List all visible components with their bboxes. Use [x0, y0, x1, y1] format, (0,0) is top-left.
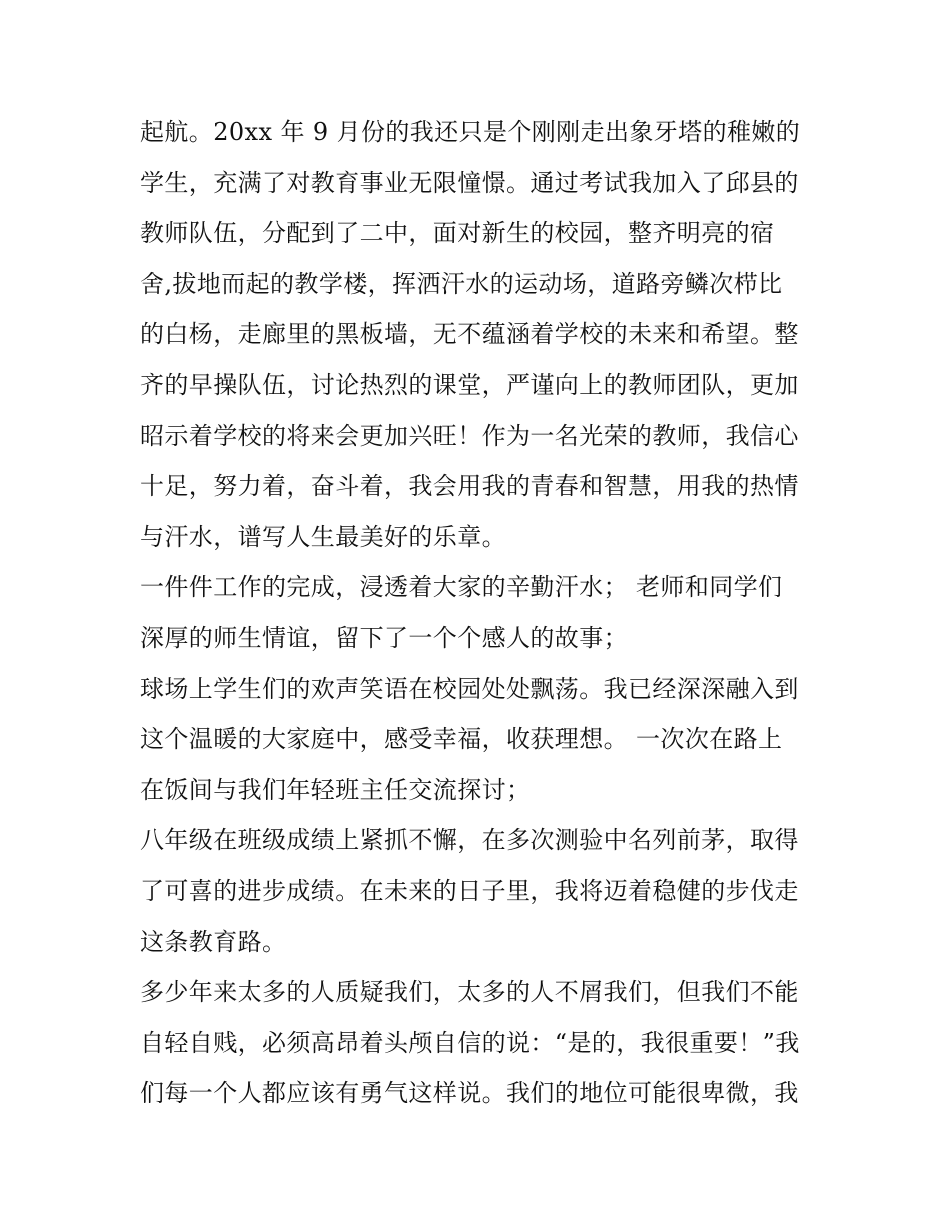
- document-body: [140, 107, 820, 1119]
- text-line: 深厚的师生情谊，留下了一个个感人的故事；: [140, 623, 628, 652]
- text-line: 舍,拔地而起的教学楼，挥洒汗水的运动场，道路旁鳞次栉比: [140, 269, 783, 298]
- text-line: 齐的早操队伍，讨论热烈的课堂，严谨向上的教师团队，更加: [140, 370, 799, 399]
- text-line: 教师队伍，分配到了二中，面对新生的校园，整齐明亮的宿: [140, 219, 775, 248]
- text-line: 球场上学生们的欢声笑语在校园处处飘荡。我已经深深融入到: [140, 674, 799, 703]
- text-line: 在饭间与我们年轻班主任交流探讨；: [140, 775, 531, 804]
- text-line: 们每一个人都应该有勇气这样说。我们的地位可能很卑微，我: [140, 1079, 799, 1108]
- text-line: 昭示着学校的将来会更加兴旺！作为一名光荣的教师，我信心: [140, 421, 799, 450]
- text-line: 八年级在班级成绩上紧抓不懈，在多次测验中名列前茅，取得: [140, 826, 799, 855]
- text-line: 起航。20xx 年 9 月份的我还只是个刚刚走出象牙塔的稚嫩的: [140, 118, 801, 146]
- text-line: 自轻自贱，必须高昂着头颅自信的说：“是的，我很重要！”我: [140, 1028, 800, 1057]
- text-line: 这条教育路。: [140, 927, 287, 956]
- text-line: 十足，努力着，奋斗着，我会用我的青春和智慧，用我的热情: [140, 472, 799, 501]
- text-line: 一件件工作的完成，浸透着大家的辛勤汗水； 老师和同学们: [140, 573, 783, 602]
- text-line: 了可喜的进步成绩。在未来的日子里，我将迈着稳健的步伐走: [140, 876, 799, 905]
- text-line: 与汗水，谱写人生最美好的乐章。: [140, 522, 506, 551]
- text-line: 多少年来太多的人质疑我们，太多的人不屑我们，但我们不能: [140, 978, 799, 1007]
- text-line: 的白杨，走廊里的黑板墙，无不蕴涵着学校的未来和希望。整: [140, 320, 799, 349]
- text-line: 学生，充满了对教育事业无限憧憬。通过考试我加入了邱县的: [140, 168, 799, 197]
- text-line: 这个温暖的大家庭中，感受幸福，收获理想。 一次次在路上: [140, 725, 783, 754]
